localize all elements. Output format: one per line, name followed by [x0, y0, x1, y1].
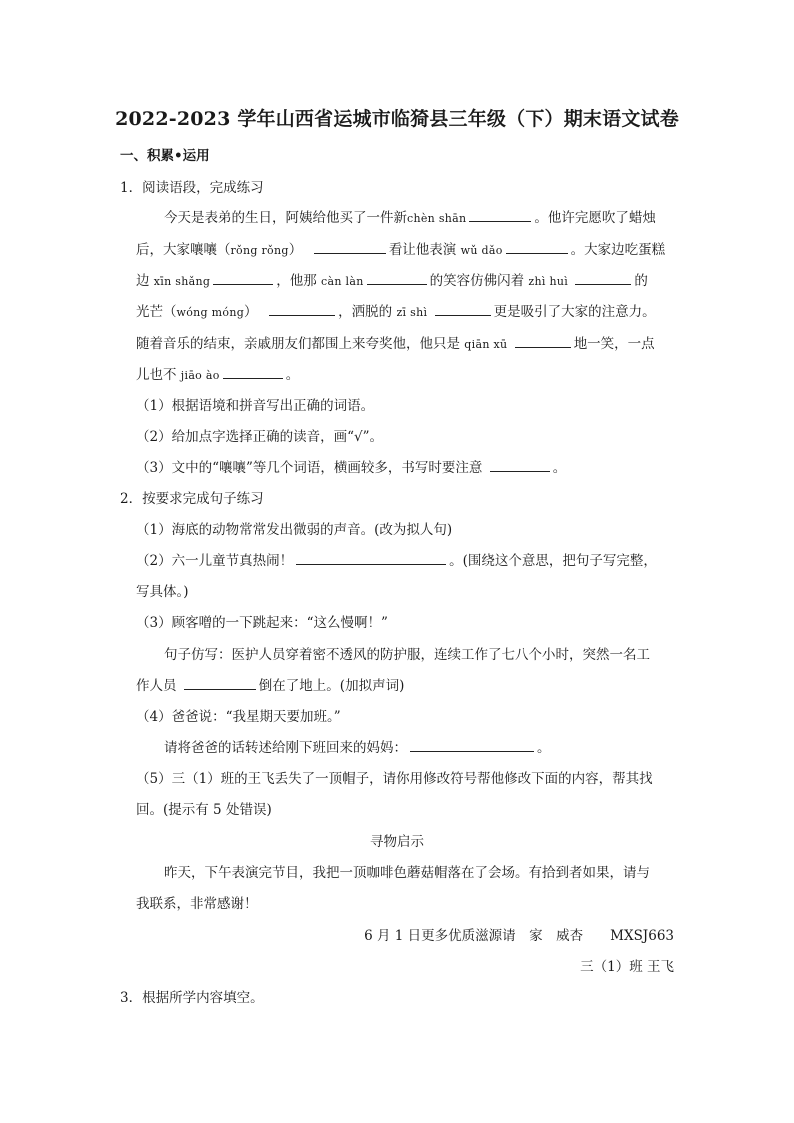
- answer-blank[interactable]: [367, 271, 427, 285]
- notice-body: 昨天，下午表演完节目，我把一顶咖啡色蘑菇帽落在了会场。有拾到者如果，请与: [164, 865, 650, 881]
- imitation-model: 句子仿写：医护人员穿着密不透风的防护服，连续工作了七八个小时，突然一名工: [164, 647, 650, 663]
- passage-line-5: 随着音乐的结束，亲戚朋友们都围上来夸奖他，他只是 qiān xū 地一笑，一点: [136, 336, 655, 352]
- answer-blank[interactable]: [184, 676, 256, 690]
- passage-line-6: 儿也不 jiāo ào 。: [136, 367, 300, 383]
- passage-line-1: 今天是表弟的生日，阿姨给他买了一件新chèn shān 。他许完愿吹了蜡烛: [164, 210, 656, 226]
- passage-line-3: 边 xīn shǎng ，他那 càn làn 的笑容仿佛闪着 zhì huì 的: [136, 273, 648, 289]
- section-heading: 一、积累•运用: [120, 148, 210, 164]
- sub-question-1-1: （1）根据语境和拼音写出正确的词语。: [136, 398, 375, 414]
- sub-question-2-5-cont: 回。(提示有 5 处错误): [136, 802, 272, 818]
- passage-line-4: 光芒（wóng móng） ，洒脱的 zī shì 更是吸引了大家的注意力。: [136, 304, 656, 320]
- answer-blank[interactable]: [506, 240, 568, 254]
- answer-blank[interactable]: [490, 458, 550, 472]
- page-title: 2022-2023 学年山西省运城市临猗县三年级（下）期末语文试卷: [115, 108, 679, 130]
- answer-blank[interactable]: [469, 208, 531, 222]
- answer-blank[interactable]: [410, 738, 534, 752]
- answer-blank[interactable]: [575, 271, 631, 285]
- question-3-heading: 3．根据所学内容填空。: [120, 990, 264, 1006]
- sub-question-2-2-cont: 写具体。): [136, 584, 189, 600]
- answer-blank[interactable]: [515, 334, 571, 348]
- answer-blank[interactable]: [223, 365, 283, 379]
- reported-speech-task: 请将爸爸的话转述给刚下班回来的妈妈： 。: [164, 740, 551, 756]
- answer-blank[interactable]: [435, 302, 491, 316]
- question-2-heading: 2．按要求完成句子练习: [120, 491, 264, 507]
- imitation-model-cont: 作人员 倒在了地上。(加拟声词): [136, 678, 405, 694]
- answer-blank[interactable]: [269, 302, 335, 316]
- answer-blank[interactable]: [314, 240, 386, 254]
- sub-question-2-3: （3）顾客噌的一下跳起来：“这么慢啊！”: [136, 615, 388, 631]
- passage-line-2: 后，大家嚷嚷（rǒng rǒng） 看让他表演 wǔ dǎo 。大家边吃蛋糕: [136, 242, 666, 258]
- notice-signature: 三（1）班 王飞: [580, 959, 674, 975]
- answer-blank[interactable]: [213, 271, 273, 285]
- sub-question-2-2: （2）六一儿童节真热闹！ 。(围绕这个意思，把句子写完整，: [136, 553, 657, 569]
- notice-date: 6 月 1 日更多优质滋源请 家 威杏 MXSJ663: [364, 928, 674, 944]
- sub-question-2-5: （5）三（1）班的王飞丢失了一顶帽子，请你用修改符号帮他修改下面的内容，帮其找: [136, 771, 653, 787]
- notice-body-cont: 我联系，非常感谢！: [136, 896, 258, 912]
- notice-title: 寻物启示: [370, 834, 424, 850]
- question-1-heading: 1．阅读语段，完成练习: [120, 180, 264, 196]
- sub-question-2-1: （1）海底的动物常常发出微弱的声音。(改为拟人句): [136, 522, 453, 538]
- sub-question-1-2: （2）给加点字选择正确的读音，画“√”。: [136, 429, 383, 445]
- sub-question-1-3: （3）文中的“嚷嚷”等几个词语，横画较多，书写时要注意 。: [136, 460, 567, 476]
- answer-blank[interactable]: [296, 551, 446, 565]
- sub-question-2-4: （4）爸爸说：“我星期天要加班。”: [136, 709, 341, 725]
